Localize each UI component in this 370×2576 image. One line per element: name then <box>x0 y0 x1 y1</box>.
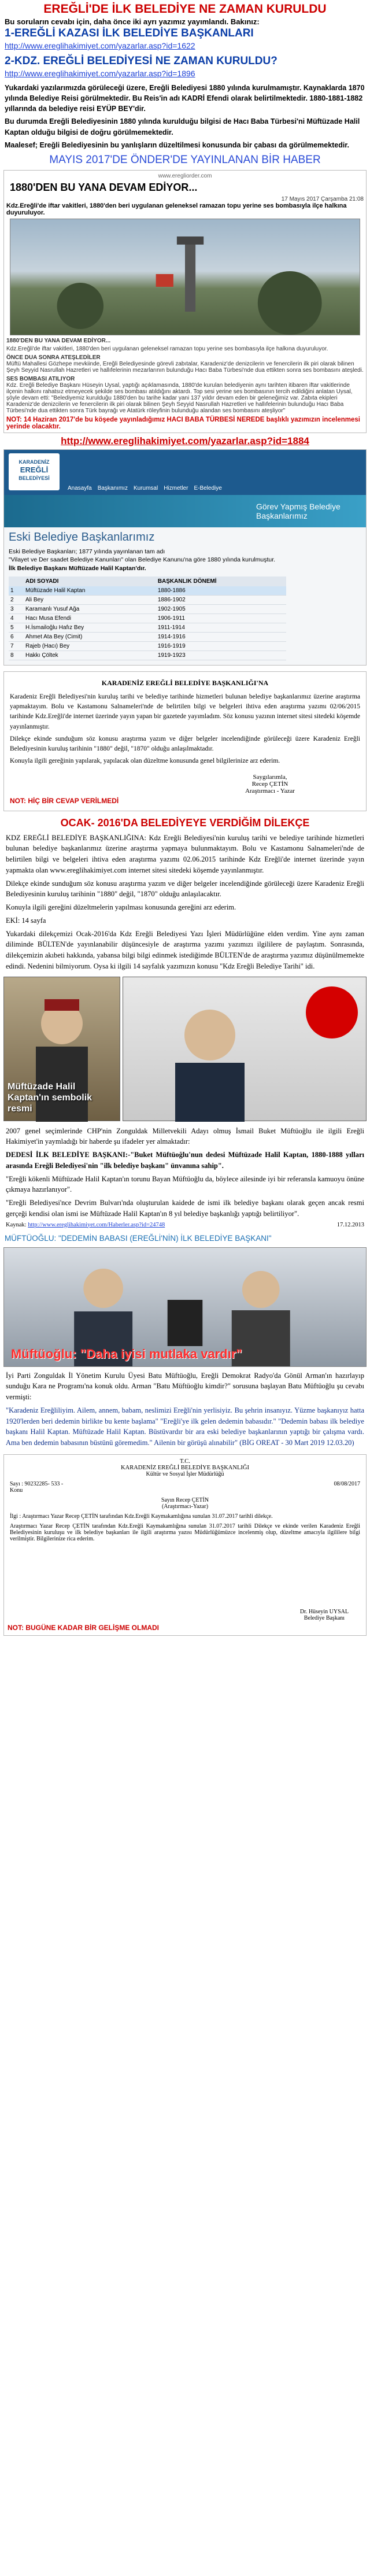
table-row <box>9 651 286 660</box>
nav-services[interactable]: Hizmetler <box>164 485 188 491</box>
table-row <box>9 632 286 641</box>
muftu-heading: MÜFTÜOĞLU: "DEDEMİN BABASI (EREĞLİ'NİN) İLK BELEDİYE BAŞKANI" <box>5 1233 272 1243</box>
news-clipping <box>3 170 367 433</box>
table-cell-name: Hacı Musa Efendi <box>24 613 156 623</box>
letter1-signature: Saygılarımla, Recep ÇETİN Araştırmacı - Yazar <box>245 773 295 794</box>
col-name: ADI SOYADI <box>25 578 59 585</box>
nav-mayor[interactable]: Başkanımız <box>97 485 128 491</box>
portal-banner-text: Görev Yapmış Belediye Başkanlarımız <box>256 501 341 520</box>
ocak-heading: OCAK- 2016'DA BELEDİYEYE VERDİĞİM DİLEKÇE <box>60 816 310 829</box>
table-cell-period: 1906-1911 <box>156 613 286 623</box>
nav-corporate[interactable]: Kurumsal <box>133 485 158 491</box>
municipality-portal <box>3 449 367 666</box>
table-cell-period: 1880-1886 <box>156 586 286 596</box>
reply-body: Araştırmacı Yazar Recep ÇETİN tarafından Kdz.Ereğli Kaymakamlığına sunulan 31.07.2017 tarihli Dilekçe ve ekinde verilen Karadeniz Ereğli Belediyesinin kuruluşu ve ilk belediye başkanları ile ilgili araştırma yazısı Müdürlüğümüzce incelenmiş olup, düzeltme amacıyla ilgililere bilgi verilmiştir. Bilgilerinize rica ederim. <box>10 1522 360 1542</box>
source-link[interactable]: http://www.ereglihakimiyet.com/Haberler.asp?id=24748 <box>28 1221 165 1228</box>
table-cell-no: 1 <box>9 586 24 596</box>
paragraph-1: Yukardaki yazılarımızda görüleceği üzere, Ereğli Belediyesi 1880 yılında kurulmamıştır. Kaynaklarda 1870 yılında Belediye Reisi görülmektedir. Bu Reis'in adı KADRİ Efendi olarak belirtilmektedir. 1880-1881-1882 yıllarında da belediye reisi EYÜP BEY'dir. <box>5 84 365 113</box>
news-site: www.eregliorder.com <box>158 172 212 179</box>
muftu-body-2: "Karadeniz Ereğliliyim. Ailem, annem, babam, neslimizi Ereğli'nin yerlisiyiz. Bu şehrin insanıyız. Yüzme başkanıyız hatta 1920'lerden beri dedemin birlikte bu kente başlama" "Ereğli'ye ilk gelen dedemin babasıdır." "Dedemin babası ilk belediye başkanı Halil Kaptan. Müftüzade Halil Kaptan. Büstüvardır bir ara eski belediye başkanlarının yaptığı bir çalışma vardı. Ama ben dedemin babasının büstünü göremedim." Ailenin bir görüşü alınabilir" (BİG OREAT - 30 Mart 2019 12.03.20) <box>6 1406 364 1447</box>
table-row <box>9 586 286 596</box>
ocak-body-2: Dilekçe ekinde sunduğum söz konusu araştırma yazım ve diğer belgeler incelendiğinde görüleceği üzere Karadeniz Ereğli Belediyesinin kuruluş tarihinin "1880" değil, "1870" olduğu anlaşılacaktır. <box>6 879 364 899</box>
paragraph-2: Bu durumda Ereğli Belediyesinin 1880 yılında kurulduğu bilgisi de Hacı Baba Türbesi'ni Müftüzade Halil Kaptan olduğu bilgisi de doğru görülmemektedir. <box>5 117 360 136</box>
portal-header <box>4 450 366 495</box>
table-cell-name: Karamanlı Yusuf Ağa <box>24 604 156 613</box>
letter1-note: NOT: HİÇ BİR CEVAP VERİLMEDİ <box>10 796 119 805</box>
table-cell-no: 4 <box>9 613 24 623</box>
portal-desc-2: "Vilayet ve Der saadet Belediye Kanunları" olan Belediye Kanunu'na göre 1880 yılında kurulmuştur. <box>9 556 276 564</box>
news-caption: 1880'DEN BU YANA DEVAM EDİYOR... <box>6 337 111 344</box>
portal-nav <box>68 485 222 491</box>
muftu-body-1: İyi Parti Zonguldak İl Yönetim Kurulu Üyesi Batu Müftüoğlu, Ereğli Demokrat Radyo'da Gönül Arman'ın hazırlayıp sunduğu Kara ne Programı'na konuk oldu. Arman "Batu Müftüoğlu kimdir?" sorusuna başlayan Batu Müftüoğlu şu cevabı vermişti: <box>6 1371 364 1402</box>
news-lede: Kdz.Ereğli'de iftar vakitleri, 1880'den beri uygulanan geleneksel ramazan topu yerine ses bombasıyla ilçe halkına duyuruluyor. <box>6 202 347 216</box>
page-title: EREĞLİ'DE İLK BELEDİYE NE ZAMAN KURULDU <box>43 2 327 16</box>
reply-konu: Konu <box>10 1487 23 1494</box>
ref1-heading: 1-EREĞLİ KAZASI İLK BELEDİYE BAŞKANLARI <box>5 27 254 39</box>
reply-date: 08/08/2017 <box>334 1480 360 1487</box>
table-cell-period: 1919-1923 <box>156 651 286 660</box>
table-cell-no: 7 <box>9 641 24 651</box>
monument-illustration <box>10 219 360 335</box>
ocak-quote-head: DEDESİ İLK BELEDİYE BAŞKANI:-"Buket Müftüoğlu'nun dedesi Müftüzade Halil Kaptan, 1880-1888 yılları arasında Ereğli Belediyesi'nin "ilk belediye başkanı" ünvanına sahip". <box>6 1151 364 1170</box>
nav-e-municipality[interactable]: E-Belediye <box>194 485 222 491</box>
reply-tc: T.C. <box>180 1458 190 1465</box>
news-sub-2: SES BOMBASI ATILIYOR <box>6 375 75 382</box>
col-period: BAŞKANLIK DÖNEMİ <box>157 578 217 585</box>
table-cell-period: 1911-1914 <box>156 623 286 632</box>
portal-org-bottom: BELEDİYESİ <box>18 475 50 482</box>
table-row <box>9 595 286 604</box>
portal-section-title: Eski Belediye Başkanlarımız <box>9 530 155 544</box>
reply-org-1: KARADENİZ EREĞLİ BELEDİYE BAŞKANLIĞI <box>121 1464 249 1471</box>
portal-logo <box>9 453 60 490</box>
link-3[interactable]: http://www.ereglihakimiyet.com/yazarlar.asp?id=1884 <box>61 435 309 446</box>
table-row <box>9 613 286 623</box>
table-cell-no: 3 <box>9 604 24 613</box>
portal-desc-3: İlk Belediye Başkanı Müftüzade Halil Kaptan'dır. <box>9 565 146 572</box>
table-cell-period: 1916-1919 <box>156 641 286 651</box>
table-cell-name: Ali Bey <box>24 595 156 604</box>
table-cell-name: Müftüzade Halil Kaptan <box>24 586 156 596</box>
news-body-1: Kdz.Ereğli'de iftar vakitleri, 1880'den beri uygulanan geleneksel ramazan topu yerine ses bombasıyla ilçe halkına duyuruluyor. <box>6 345 328 352</box>
ocak-body-4: Yukardaki dilekçemizi Ocak-2016'da Kdz Ereğli Belediyesi Yazı İşleri Müdürlüğüne elden verdim. Yine aynı zaman diliminde BÜLTEN'de yayınlanabilir düşüncesiyle de araştırma yazımı yazımızı ilgililere de paylaştım. Sonrasında, dilekçemizin akıbeti hakkında, yabansa bilgi bilgi edinmek istediğimde BÜLTEN'de de araştırma yazımız düşünülmemekte edindi. Nedenini bilmiyorum. Oysa ki ilgili 14 sayfalık yazımızın konusu "Kdz Ereğli Belediye Tarihi" idi. <box>6 929 364 970</box>
letter-1 <box>3 671 367 811</box>
source-label: Kaynak: <box>6 1221 27 1228</box>
source-date: 17.12.2013 <box>336 1221 364 1228</box>
reply-sayi-value: : 90232285- 533 - <box>21 1480 64 1487</box>
table-cell-name: Ahmet Ata Bey (Cimit) <box>24 632 156 641</box>
letter1-body-1: Karadeniz Ereğli Belediyesi'nin kuruluş tarihi ve belediye tarihinde hizmetleri bulunan belediye başkanlarımız üzerine araştırma yapmaktayım. Bolu ve Kastamonu Salnameleri'nde de belirtilen bilgi ve belgeleri ihtiva eden araştırma yazımı 02/06/2015 tarihinde Kdz.Ereğli'de internet üzerinde yayın yapan bir gazetede yayımladım. Söz konusu yazının internet sitesi sitedeki köşemde yayınlanmıştır. <box>10 693 360 730</box>
party-photo <box>123 977 367 1121</box>
official-reply <box>3 1454 367 1636</box>
ocak-source <box>0 1221 370 1229</box>
table-cell-period: 1886-1902 <box>156 595 286 604</box>
mayors-table <box>9 576 286 660</box>
portrait-caption: Müftüzade Halil Kaptan'ın sembolik resmi <box>8 1082 92 1114</box>
ref1-link[interactable]: http://www.ereglihakimiyet.com/yazarlar.asp?id=1622 <box>5 41 195 50</box>
table-cell-period: 1914-1916 <box>156 632 286 641</box>
paragraph-3: Maalesef; Ereğli Belediyesinin bu yanlışların düzeltilmesi konusunda bir çabası da görülmemektedir. <box>5 141 350 149</box>
reply-note: NOT: BUGÜNE KADAR BİR GELİŞME OLMADI <box>8 1623 159 1632</box>
portal-banner <box>4 495 366 527</box>
muftu-caption: Müftüoğlu: "Daha iyisi mutlaka vardır" <box>11 1346 242 1361</box>
radio-studio-photo <box>3 1247 367 1367</box>
letter1-body-3: Konuyla ilgili gereğinin yapılarak, yapılacak olan düzeltme konusunda genel bilgilerinize arz ederim. <box>10 757 280 765</box>
reply-sayi <box>10 1481 360 1487</box>
news-sub-1: ÖNCE DUA SONRA ATEŞLEDİLER <box>6 354 101 361</box>
news-body-2: Müftü Mahallesi Gözhepe mevkiinde, Ereğli Belediyesinde görevli zabıtalar, Karadeniz'de denizcilerin ve fenercilerin ilk piri olarak bilinen Şeyh Seyyid Nasrullah Hazretleri ve hallıfelerinin mezarlarının bulunduğu Hacı Baba Türbesi'nde dua ettikten sonra ses bombasını ateşledi. <box>6 360 364 374</box>
news-photo <box>10 219 360 335</box>
reply-signer: Dr. Hüseyin UYSAL Belediye Başkanı <box>299 1608 349 1621</box>
mayis-heading: MAYIS 2017'DE ÖNDER'DE YAYINLANAN BİR HABER <box>49 153 321 166</box>
portrait-photo <box>3 977 120 1121</box>
nav-home[interactable]: Anasayfa <box>68 485 92 491</box>
party-logo <box>306 986 358 1038</box>
ocak-body-1: KDZ EREĞLİ BELEDİYE BAŞKANLIĞINA: Kdz Ereğli Belediyesi'nin kuruluş tarihi ve belediye tarihinde hizmetleri bulunan belediye başkanlarımız üzerine araştırma yapmaya bulunmaktayım. Bolu ve Kastamonu Salnameleri'nde de belirtilen bilgi ve belgeleri ihtiva eden araştırma yazımı 02.06.2015 tarihinde Kdz Ereğli'de internet üzerinde yayın yapmakta olan www.ereglihakimiyet.com internet sitesi sitedeki köşemde yayınlanmıştır. <box>6 833 364 874</box>
table-cell-period: 1902-1905 <box>156 604 286 613</box>
reply-org-2: Kültür ve Sosyal İşler Müdürlüğü <box>146 1470 224 1477</box>
reply-recipient: Sayın Recep ÇETİN (Araştırmacı-Yazar) <box>161 1496 209 1510</box>
intro-text: Bu soruların cevabı için, daha önce iki ayrı yazımız yayımlandı. Bakınız: <box>5 17 260 26</box>
news-headline: 1880'DEN BU YANA DEVAM EDİYOR... <box>10 181 198 193</box>
reply-ilgi: İlgi : Araştırmacı Yazar Recep ÇETİN tarafından Kdz.Ereğli Kaymakamlığına sunulan 31.07.2017 tarihli dilekçe. <box>10 1513 273 1520</box>
letter1-body-2: Dilekçe ekinde sunduğum söz konusu araştırma yazım ve diğer belgeler incelendiğinde görüleceği üzere Karadeniz Ereğli Belediyesinin kuruluş tarihinin "1880" değil, "1870" olduğu anlaşılmaktadır. <box>10 735 360 753</box>
table-cell-no: 5 <box>9 623 24 632</box>
ocak-quote-2: "Ereğli Belediyesi'nce Devrim Bulvarı'nda oluşturulan kaidede de ismi ilk belediye başkanı olarak geçen ancak resmi gerçeği kendisi olan ismi ise Müftüzade Halil Kaptan'ın 8 yıl belediye başkanlığı yaptığı belirtiliyor". <box>6 1199 364 1218</box>
ocak-quote-1: "Ereğli kökenli Müftüzade Halil Kaptan'ın torunu Bayan Müftüoğlu da, böylece ailesinde iyi bir referansla kamuoyu önüne çıkmaya hazırlanıyor". <box>6 1174 364 1194</box>
ocak-body-5: 2007 genel seçimlerinde CHP'nin Zonguldak Milletvekili Adayı olmuş İsmail Buket Müftüoğlu ile ilgili Ereğli Hakimiyet'in yaymladığı bir haberde şu ifadeler yer almaktadır: <box>6 1126 364 1146</box>
table-cell-name: H.İsmailoğlu Hafız Bey <box>24 623 156 632</box>
table-cell-name: Rajeb (Hacı) Bey <box>24 641 156 651</box>
ref2-link[interactable]: http://www.ereglihakimiyet.com/yazarlar.asp?id=1896 <box>5 69 195 78</box>
table-row <box>9 623 286 632</box>
portal-org-mid: EREĞLİ <box>20 465 49 475</box>
photo-collage <box>3 977 367 1121</box>
table-row <box>9 604 286 613</box>
letter1-heading: KARADENİZ EREĞLİ BELEDİYE BAŞKANLIĞI'NA <box>101 678 269 687</box>
ocak-body-3: Konuyla ilgili gereğini düzeltmelerin yapılması konusunda gereğini arz ederim. <box>6 903 236 912</box>
portal-desc-1: Eski Belediye Başkanları; 1877 yılında yayınlanan tam adı <box>9 548 165 555</box>
news-body-3: Kdz. Ereğli Belediye Başkanı Hüseyin Uysal, yaptığı açıklamasında, 1880'de kurulan belediyenin aynı tarihten itibaren iftar vakitlerinde ilçenin halkını rahatsız etmeyecek şekilde ses bombası atıldığını aktardı. Top sesi yerine ses bombasının tercih edildiğini anlatan Uysal, şöyle devam etti: "Belediyemiz kurulduğu 1880'den bu tarihe kadar yani 137 yıldır devam eden bir geleneğimiz var. Zabıta ekipleri Karadeniz'de denizcilerin ve fenercilerin ilk piri olarak bilinen Şeyh Seyyid Nasrullah Hazretleri ve hallıfelerinin bulunduğu Hacı Baba Türbesi'nde dua ettikten sonra Türk bayrağı ve Atatürk röleyfinin bulunduğu alandan ses bombasını ateşliyor" <box>6 382 353 414</box>
portal-org-top: KARADENİZ <box>18 459 50 465</box>
mayors-table-body <box>9 586 286 660</box>
reply-sayi-label: Sayı <box>10 1480 20 1487</box>
table-cell-no: 2 <box>9 595 24 604</box>
table-cell-name: Hakkı Çöltek <box>24 651 156 660</box>
news-date: 17 Mayıs 2017 Çarşamba 21:08 <box>281 195 364 202</box>
table-row <box>9 641 286 651</box>
table-cell-no: 8 <box>9 651 24 660</box>
ref2-heading: 2-KDZ. EREĞLİ BELEDİYESİ NE ZAMAN KURULDU? <box>5 55 278 67</box>
news-note: NOT: 14 Haziran 2017'de bu köşede yayınladığımız HACI BABA TÜRBESİ NEREDE başlıklı yazımızın incelenmesi yerinde olacaktır. <box>6 416 360 430</box>
table-cell-no: 6 <box>9 632 24 641</box>
ocak-ek: EKİ: 14 sayfa <box>6 916 46 925</box>
